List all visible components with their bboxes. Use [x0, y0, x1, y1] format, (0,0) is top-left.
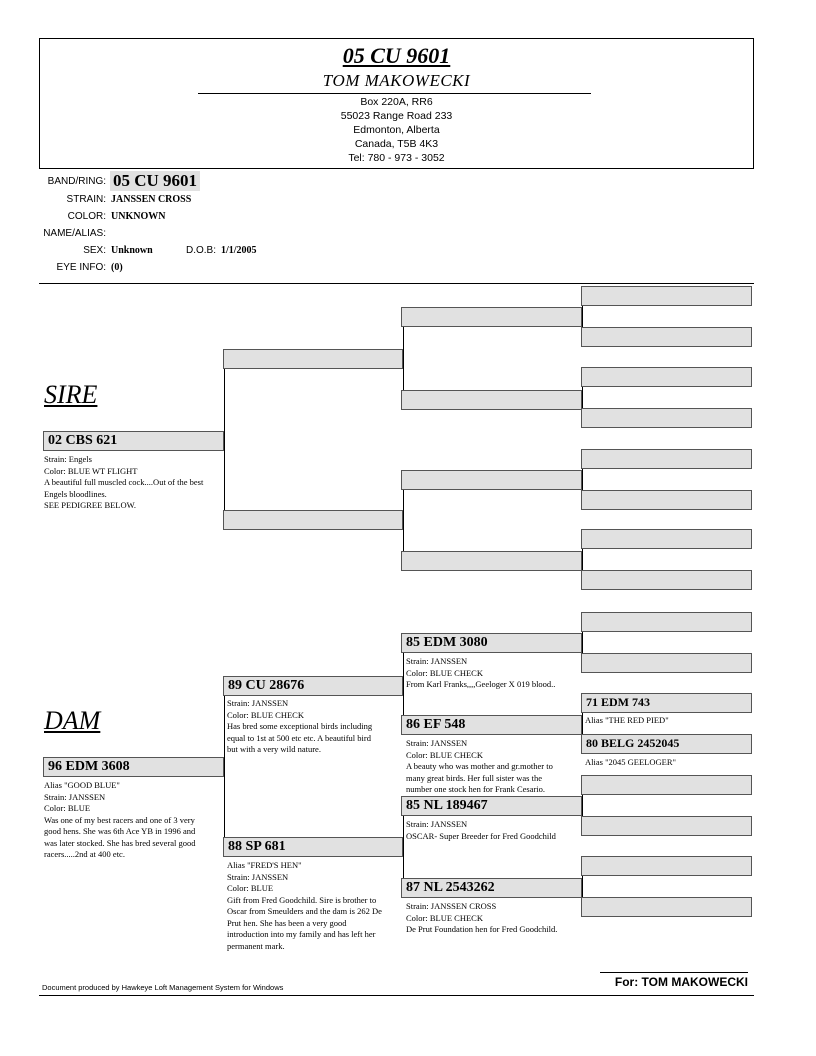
address-line-1: Box 220A, RR6 [360, 96, 433, 108]
g4-box-2 [581, 327, 752, 347]
header-box [39, 38, 754, 169]
band-label: BAND/RING: [47, 176, 106, 187]
g4-box-16 [581, 897, 752, 917]
g4-box-8 [581, 570, 752, 590]
connector [403, 490, 404, 551]
sds-box [401, 470, 582, 490]
g4-box-15 [581, 856, 752, 876]
sire-sire-box [223, 349, 403, 369]
sire-info: Strain: Engels Color: BLUE WT FLIGHT A beautiful full muscled cock....Out of the best Engels bloodlines. SEE PEDIGREE BELOW. [44, 454, 204, 510]
g4-dsd-sire-box: 71 EDM 743 [581, 693, 752, 713]
g4-box-5 [581, 449, 752, 469]
ssd-box [401, 390, 582, 410]
connector [582, 876, 583, 897]
g4-box-6 [581, 490, 752, 510]
header-rule [198, 93, 591, 94]
dam-info: Alias "GOOD BLUE" Strain: JANSSEN Color: BLUE Was one of my best racers and one of 3 very good hens. She was 6th Ace YB in 1996 and was later stocked. She has bred several good racers.....2nd at 400 etc. [44, 780, 196, 859]
bird-sex: Unknown [111, 245, 153, 256]
connector [582, 632, 583, 653]
connector [582, 549, 583, 570]
sire-heading: SIRE [44, 380, 98, 409]
dam-sire-box: 89 CU 28676 [223, 676, 403, 696]
dam-dam-box: 88 SP 681 [223, 837, 403, 857]
sex-label: SEX: [83, 245, 106, 256]
connector [582, 306, 583, 327]
connector [582, 795, 583, 816]
eye-label: EYE INFO: [56, 262, 106, 273]
sss-box [401, 307, 582, 327]
section-divider [39, 283, 754, 284]
dsd-box: 86 EF 548 [401, 715, 582, 735]
color-label: COLOR: [67, 211, 106, 222]
dds-info: Strain: JANSSEN OSCAR- Super Breeder for Fred Goodchild [406, 819, 556, 841]
name-label: NAME/ALIAS: [43, 228, 106, 239]
dss-info: Strain: JANSSEN Color: BLUE CHECK From Karl Franks,,,,Geeloger X 019 blood.. [406, 656, 556, 689]
g4-box-7 [581, 529, 752, 549]
dam-heading: DAM [44, 706, 101, 735]
bird-strain: JANSSEN CROSS [111, 194, 192, 205]
for-owner: For: TOM MAKOWECKI [600, 972, 748, 989]
connector [224, 695, 225, 837]
connector [582, 713, 583, 734]
g4-dsd-dam-alias: Alias "2045 GEELOGER" [585, 757, 676, 767]
dds-box: 85 NL 189467 [401, 796, 582, 816]
bird-band: 05 CU 9601 [110, 171, 200, 191]
produced-by: Document produced by Hawkeye Loft Management System for Windows [42, 983, 284, 992]
dob-label: D.O.B: [186, 245, 217, 256]
dsd-info: Strain: JANSSEN Color: BLUE CHECK A beauty who was mother and gr.mother to many great birds. Her full sister was the number one stock hen for Frank Cesario. [406, 738, 553, 794]
header-owner: TOM MAKOWECKI [322, 71, 471, 90]
address-line-4: Canada, T5B 4K3 [354, 138, 439, 150]
sdd-box [401, 551, 582, 571]
address-line-3: Edmonton, Alberta [353, 124, 440, 136]
dam-sire-info: Strain: JANSSEN Color: BLUE CHECK Has bred some exceptional birds including equal to 1st at 500 etc etc. A beautiful bird but with a very wild nature. [227, 698, 373, 754]
g4-dsd-sire-alias: Alias "THE RED PIED" [585, 715, 669, 725]
address-line-2: 55023 Range Road 233 [340, 110, 453, 122]
address-line-5: Tel: 780 - 973 - 3052 [348, 152, 445, 164]
g4-box-4 [581, 408, 752, 428]
g4-box-14 [581, 816, 752, 836]
g4-dsd-dam-box: 80 BELG 2452045 [581, 734, 752, 754]
g4-box-13 [581, 775, 752, 795]
strain-label: STRAIN: [66, 194, 106, 205]
ddd-box: 87 NL 2543262 [401, 878, 582, 898]
header-band: 05 CU 9601 [342, 43, 451, 68]
dss-box: 85 EDM 3080 [401, 633, 582, 653]
connector [403, 653, 404, 715]
ddd-info: Strain: JANSSEN CROSS Color: BLUE CHECK De Prut Foundation hen for Fred Goodchild. [406, 901, 558, 934]
dam-band-box: 96 EDM 3608 [43, 757, 224, 777]
sire-dam-box [223, 510, 403, 530]
bird-color: UNKNOWN [111, 211, 166, 222]
g4-box-3 [581, 367, 752, 387]
dam-dam-info: Alias "FRED'S HEN" Strain: JANSSEN Color: BLUE Gift from Fred Goodchild. Sire is brother to Oscar from Smeulders and the dam is 262 De Prut hen. She has been a very good introduction into my family and has left her permanent mark. [227, 860, 382, 951]
g4-box-10 [581, 653, 752, 673]
connector [582, 469, 583, 490]
footer-rule [39, 995, 754, 996]
connector [582, 387, 583, 408]
connector [403, 816, 404, 878]
g4-box-1 [581, 286, 752, 306]
bird-eye: (0) [111, 262, 123, 273]
bird-dob: 1/1/2005 [221, 245, 257, 256]
g4-box-9 [581, 612, 752, 632]
connector [403, 327, 404, 390]
connector [224, 369, 225, 510]
sire-band-box: 02 CBS 621 [43, 431, 224, 451]
